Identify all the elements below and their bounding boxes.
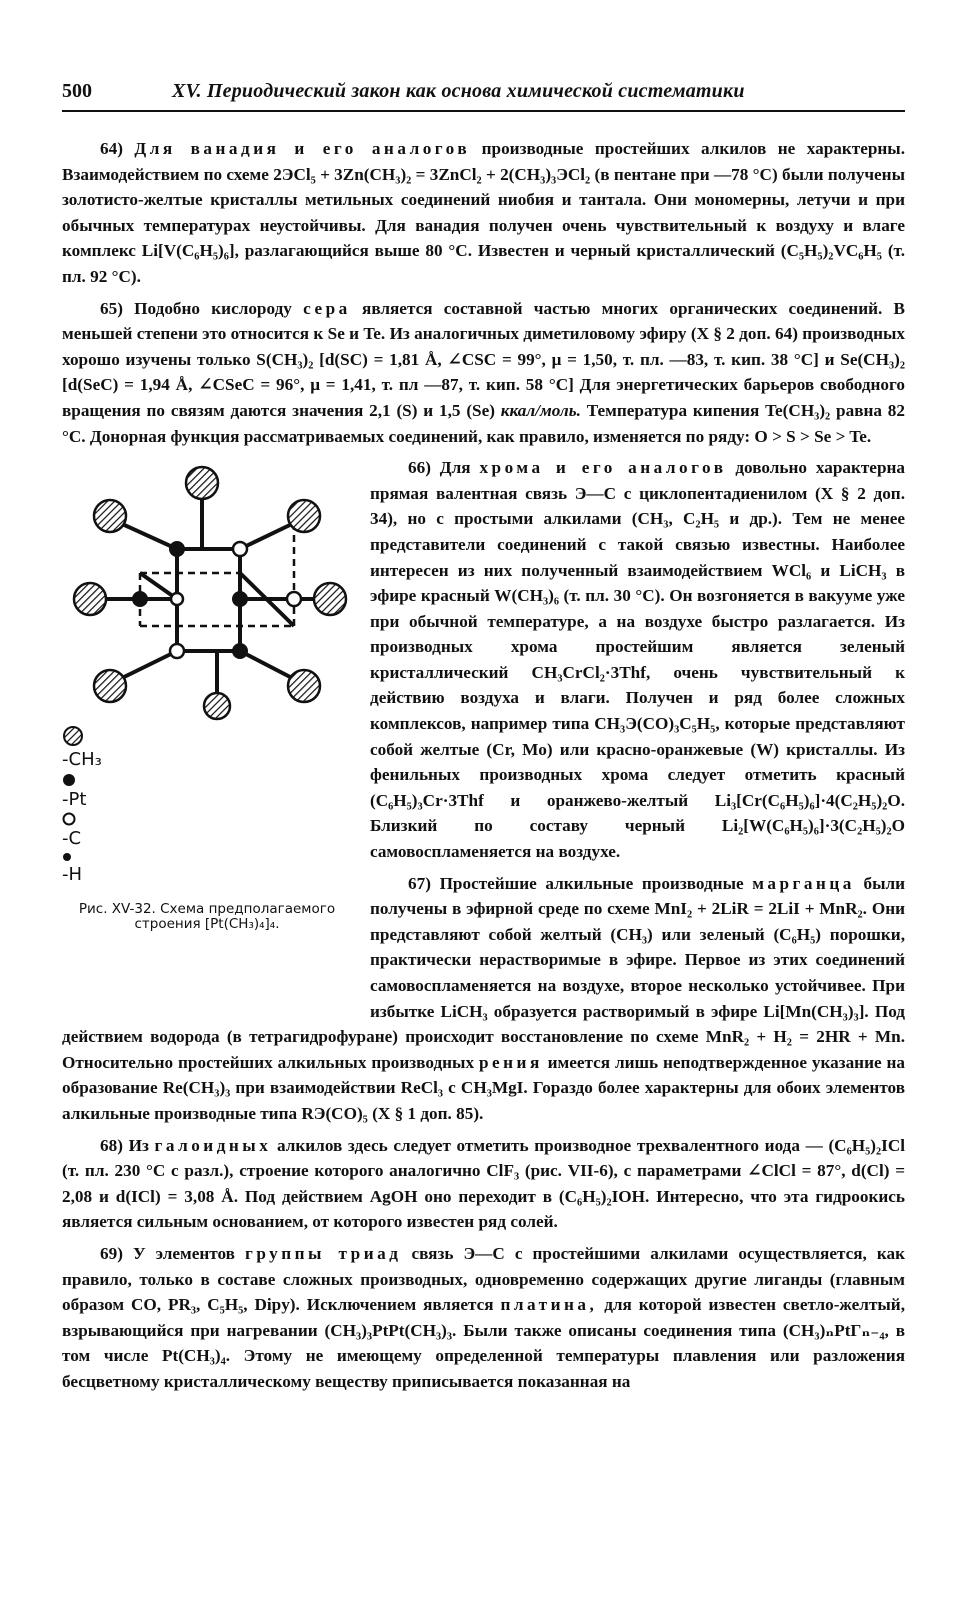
paragraph-text: Из bbox=[128, 1135, 149, 1155]
spaced-term: марганца bbox=[752, 873, 855, 893]
dashed-bonds bbox=[140, 523, 294, 626]
legend-h: -H bbox=[62, 852, 352, 885]
spaced-term: сера bbox=[303, 298, 351, 318]
open-circle-icon bbox=[62, 812, 76, 826]
spaced-term: рения bbox=[478, 1052, 543, 1072]
paragraph-68 bbox=[62, 1133, 905, 1235]
paragraph-number: 69) bbox=[100, 1243, 123, 1263]
paragraph-text: Температура кипения Te(CH₃)₂ равна 82 °C. Донорная функция рассматриваемых соединений, как правило, изменяется по ряду: O > S > Se > Te. bbox=[62, 400, 905, 446]
paragraph-64 bbox=[62, 136, 905, 290]
legend-ch3: -CH₃ bbox=[62, 725, 352, 770]
paragraph-text: Подобно кислороду bbox=[134, 298, 292, 318]
legend bbox=[62, 725, 352, 887]
paragraph-text: производные простейших алкилов не характерны. Взаимодействием по схеме 2ЭCl₅ + 3Zn(CH₃)₂ = 3ZnCl₂ + 2(CH₃)₃ЭCl₂ (в пентане при —78 °C) были получены золотисто-желтые кристаллы метильных соединений ниобия и тантала. Они мономерны, летучи и при обычных температурах неустойчивы. Для ванадия получен очень чувствительный к воздуху и влаге комплекс Li[V(C₆H₅)₆], разлагающийся выше 80 °C. Известен и черный кристаллический (C₅H₅)₂VC₆H₅ (т. пл. 92 °C). bbox=[62, 139, 906, 286]
paragraph-text: алкилов здесь следует отметить производное трехвалентного иода — (C₆H₅)₂ICl (т. пл. 230 °C с разл.), строение которого аналогично ClF₃ (рис. VII-6), с параметрами ∠ClCl = 87°, d(Cl) = 2,08 и d(ICl) = 3,08 Å. Под действием AgOH оно переходит в (C₆H₅)₂IOH. Интересно, что эта гидроокись является сильным основанием, от которого известен ряд солей. bbox=[62, 1135, 906, 1232]
paragraph-text: для которой известен светло-желтый, взрывающийся при нагревании (CH₃)₃PtPt(CH₃)₃. Были также описаны соединения типа (CH₃)ₙPtΓₙ₋₄, в том числе Pt(CH₃)₄. Этому не имеющему определенной температуры плавления или разложения бесцветному кристаллическому веществу приписывается показанная на bbox=[62, 1295, 906, 1391]
spaced-term: Для ванадия и его аналогов bbox=[134, 139, 471, 158]
paragraph-number: 66) bbox=[408, 458, 431, 478]
paragraph-69 bbox=[62, 1241, 905, 1395]
paragraph-text: имеется лишь неподтвержденное указание на образование Re(CH₃)₃ при взаимодействии ReCl₃ с CH₃MgI. Гораздо более характерны для обоих элементов алкильные производные типа RЭ(CO)₅ (X § 1 доп. 85). bbox=[62, 1052, 906, 1123]
page-header bbox=[62, 76, 905, 112]
legend-pt: -Pt bbox=[62, 773, 352, 810]
paragraph-text: довольно характерна прямая валентная связь Э—C с циклопентадиенилом (X § 2 доп. 34), но с простыми алкилами (CH₃, C₂H₅ и др.). Тем не менее представители соединений с такой связью известны. Наиболее интересен из них полученный взаимодействием WCl₆ и LiCH₃ в эфире красный W(CH₃)₆ (т. пл. 30 °C). Он возгоняется в вакууме уже при обычной температуре, а на воздухе быстро разлагается. Из производных хрома простейшим является зеленый кристаллический CH₃CrCl₂·3Thf, очень чувствительный к действию воздуха и влаги. Получен и ряд более сложных комплексов, например типа CH₃Э(CO)₃C₅H₅, которые представляют собой желтые (Cr, Mo) или красно-оранжевые (W) кристаллы. Из фенильных производных хрома следует отметить красный (C₆H₅)₃Cr·3Thf и оранжево-желтый Li₃[Cr(C₆H₅)₆]·4(C₂H₅)₂O. Близкий по составу черный Li₂[W(C₆H₅)₆]·3(C₂H₅)₂O самовоспламеняется на воздухе. bbox=[370, 458, 905, 862]
structure-diagram bbox=[62, 461, 352, 721]
spaced-term: хрома и его аналогов bbox=[479, 458, 727, 478]
page-body bbox=[62, 136, 905, 1401]
running-title: XV. Периодический закон как основа химической систематики bbox=[172, 80, 745, 102]
spaced-term: галоидных bbox=[154, 1135, 272, 1155]
paragraph-text: были получены в эфирной среде по схеме MnI₂ + 2LiR = 2LiI + MnR₂. Они представляют собой желтый (CH₃) или зеленый (C₆H₅) порошки, практически нерастворимые в эфире. Первое из этих соединений самовоспламеняется на воздухе, второе несколько устойчивее. При избытке LiCH₃ образуется растворимый в эфире Li[Mn(CH₃)₃]. Под действием водорода (в тетрагидрофуране) происходит восстановление по схеме MnR₂ + H₂ = 2HR + Mn. Относительно простейших алкильных производных bbox=[62, 873, 906, 1072]
paragraph-text: Для bbox=[439, 458, 471, 478]
paragraph-number: 65) bbox=[100, 298, 123, 318]
spaced-term: платина, bbox=[500, 1295, 598, 1315]
page-number: 500 bbox=[62, 80, 92, 102]
figure-pt-structure bbox=[62, 461, 352, 1007]
paragraph-text: У элементов bbox=[132, 1243, 235, 1263]
ch3-groups bbox=[74, 467, 346, 719]
paragraph-text: является составной частью многих органических соединений. В меньшей степени это относится к Se и Te. Из аналогичных диметиловому эфиру (X § 2 доп. 64) производных хорошо изучены только S(CH₃)₂ [d(SC) = 1,81 Å, ∠CSC = 99°, μ = 1,50, т. пл. —83, т. кип. 38 °C] и Se(CH₃)₂ [d(SeC) = 1,94 Å, ∠CSeC = 96°, μ = 1,41, т. пл —87, т. кип. 58 °C] Для энергетических барьеров свободного вращения по связям даются значения 2,1 (S) и 1,5 (Se) bbox=[62, 298, 906, 420]
filled-circle-icon bbox=[62, 773, 76, 787]
hatched-circle-icon bbox=[62, 725, 84, 747]
paragraph-text: Простейшие алкильные производные bbox=[439, 873, 744, 893]
small-dot-icon bbox=[62, 852, 72, 862]
paragraph-65 bbox=[62, 296, 905, 450]
figure-caption: Рис. XV-32. Схема предполагаемого строения [Pt(CH₃)₄]₄. bbox=[78, 900, 336, 932]
paragraph-text: связь Э—C с простейшими алкилами осуществляется, как правило, только в составе сложных производных, одновременно содержащих другие лиганды (главным образом CO, PR₃, C₅H₅, Dipy). Исключением является bbox=[62, 1243, 906, 1315]
unit-text: ккал/моль. bbox=[500, 400, 581, 420]
legend-c: -C bbox=[62, 812, 352, 849]
paragraph-number: 68) bbox=[100, 1135, 123, 1155]
spaced-term: группы триад bbox=[245, 1243, 402, 1263]
paragraph-number: 67) bbox=[408, 873, 431, 893]
paragraph-number: 64) bbox=[100, 139, 123, 158]
